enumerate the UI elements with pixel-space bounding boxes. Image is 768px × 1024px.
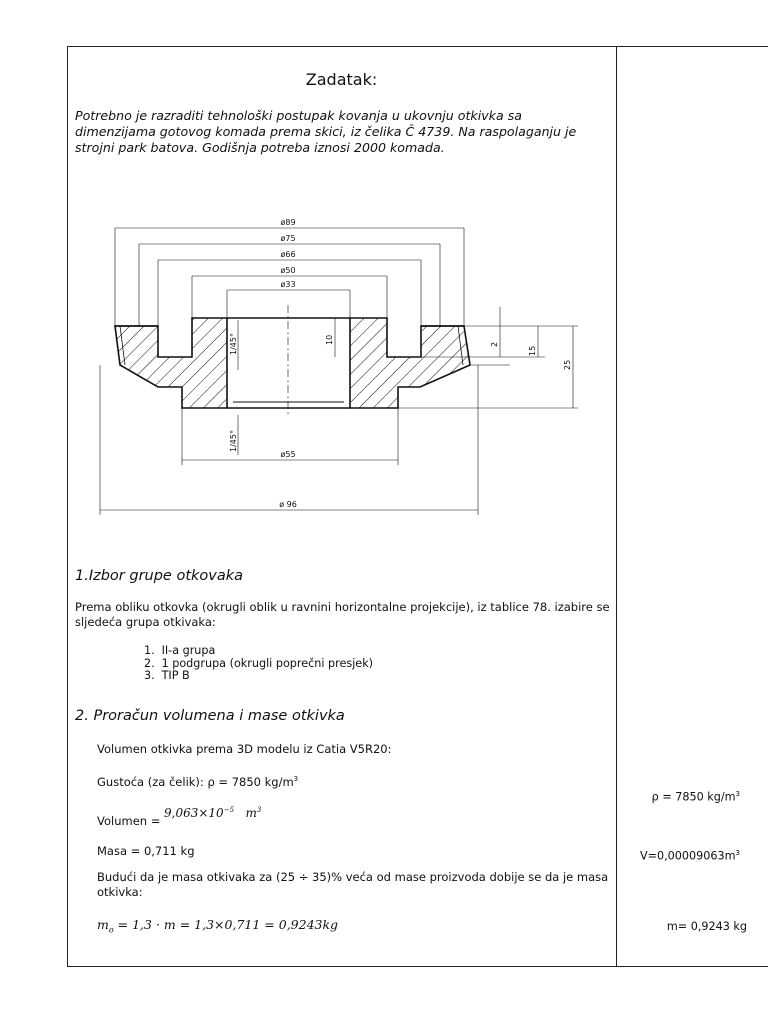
task-description: Potrebno je razraditi tehnološki postupak kovanja u ukovnju otkivka sa dimenzijama gotovog komada prema skici, iz čelika Č 4739. Na raspolaganju je strojni park batova. Godišnja potreba iznosi 2000 komada. — [75, 108, 577, 155]
chamfer-bottom: 1/45° — [229, 430, 238, 452]
mass-line: Masa = 0,711 kg — [97, 844, 195, 858]
section1-text: Prema obliku otkovka (okrugli oblik u ravnini horizontalne projekcije), iz tablice 78. izabire se sljedeća grupa otkivaka: — [75, 600, 610, 629]
dim-2: 2 — [490, 341, 499, 347]
volume-line: Volumen = $9,063\times 10^{-5}$ $m^3$ — [97, 806, 262, 828]
dim-33: ø33 — [280, 280, 296, 289]
dim-25: 25 — [563, 359, 572, 370]
list-item: 3. TIP B — [144, 669, 190, 682]
technical-drawing — [90, 210, 590, 520]
dim-96: ø 96 — [279, 500, 297, 509]
section1-heading: 1.Izbor grupe otkovaka — [75, 568, 244, 584]
density-line: Gustoća (za čelik): ρ = 7850 $kg/m^3$ — [97, 775, 299, 789]
right-section — [350, 318, 470, 408]
column-divider — [616, 46, 617, 967]
volume-intro: Volumen otkivka prema 3D modelu iz Catia V5R20: — [97, 742, 392, 756]
dim-89: ø89 — [280, 218, 296, 227]
chamfer-top: 1/45° — [229, 333, 238, 355]
mass-explanation: Budući da je masa otkivaka za (25 ÷ 35)% veća od mase proizvoda dobije se da je masa otkivka: — [97, 870, 609, 899]
dim-10: 10 — [325, 334, 334, 345]
sidebar-density: ρ = 7850 $kg/m^3$ — [651, 790, 740, 804]
list-item: 1. II-a grupa — [144, 644, 216, 657]
sidebar-mass: m= 0,9243 kg — [666, 920, 747, 933]
left-section — [115, 318, 227, 408]
dim-15: 15 — [528, 345, 537, 356]
mass-formula: $m_o = 1,3 \cdot m = 1,3\times 0,711 = 0,9243kg$ — [97, 917, 339, 935]
page-title: Zadatak: — [305, 70, 378, 89]
dim-50: ø50 — [280, 266, 296, 275]
dim-55: ø55 — [280, 450, 296, 459]
group-list — [144, 645, 373, 683]
sidebar-volume: $V=0,00009063m^3$ — [639, 849, 740, 863]
dim-66: ø66 — [280, 250, 296, 259]
list-item: 2. 1 podgrupa (okrugli poprečni presjek) — [144, 656, 374, 670]
section2-heading: 2. Proračun volumena i mase otkivka — [75, 708, 345, 724]
dim-75: ø75 — [280, 234, 296, 243]
